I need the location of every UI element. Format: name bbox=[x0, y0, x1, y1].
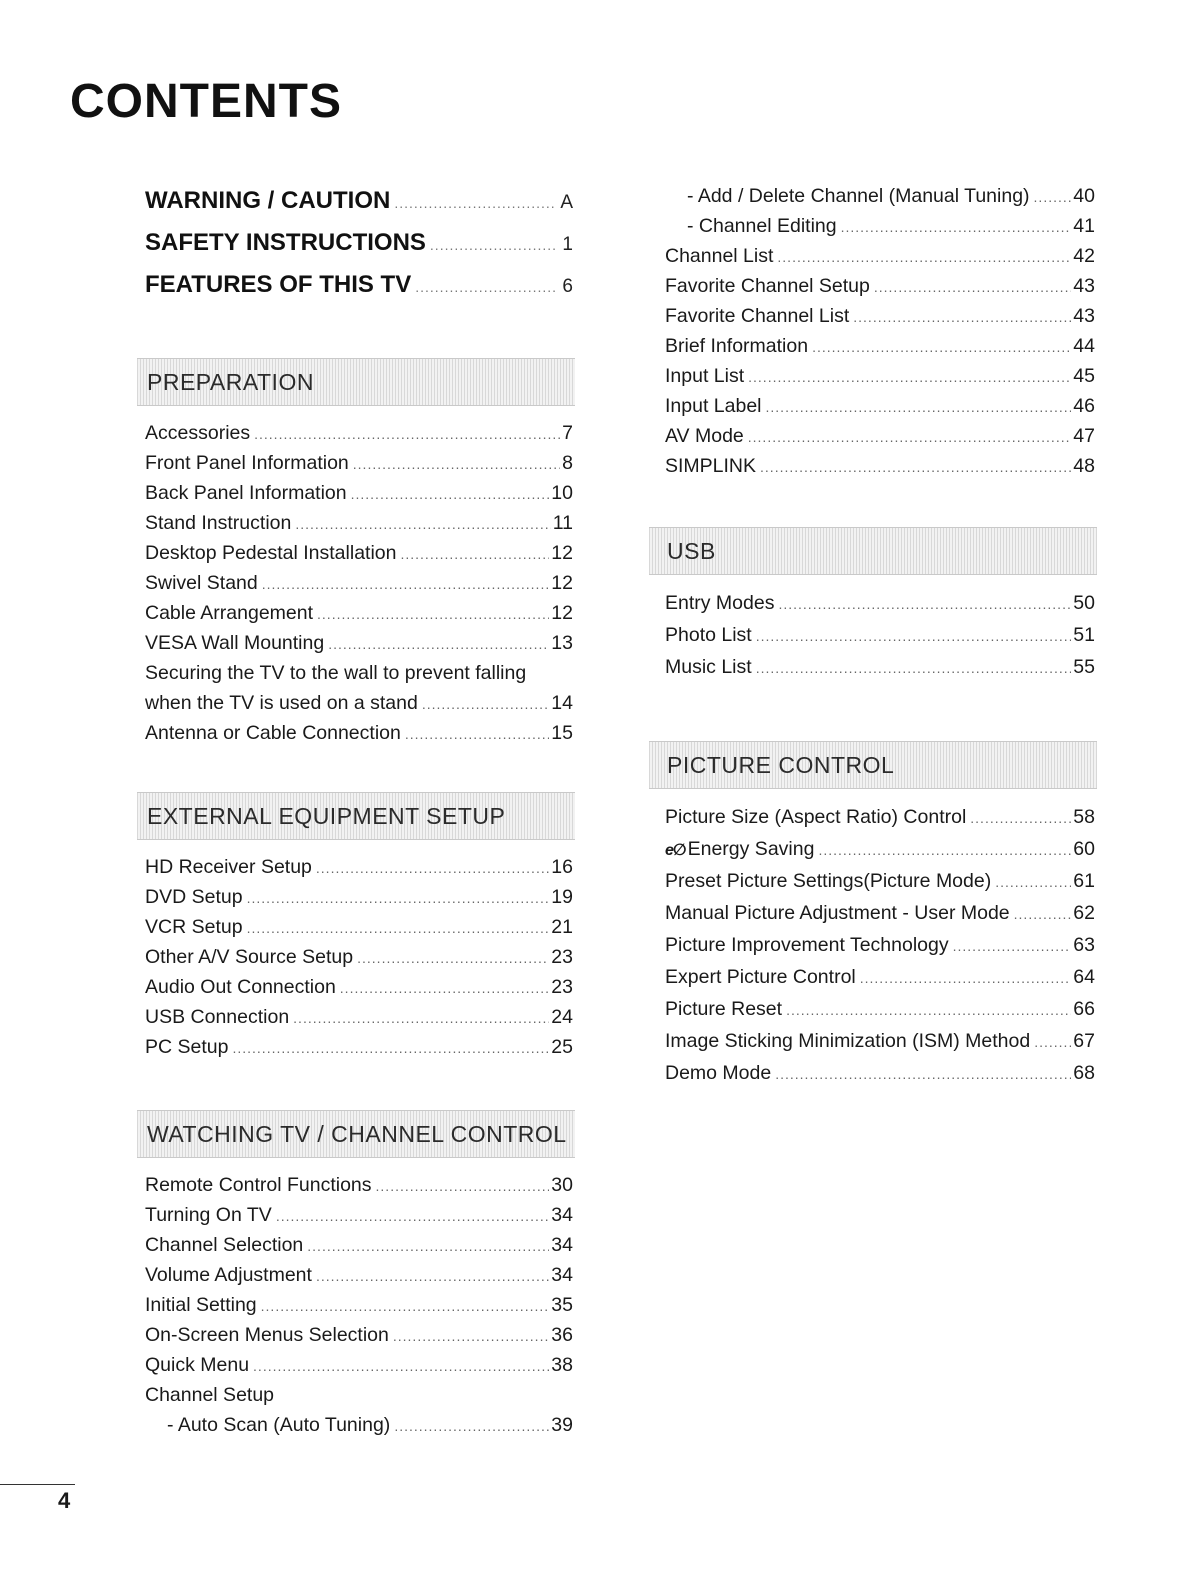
toc-entry[interactable]: Channel List ..... 42 bbox=[665, 241, 1095, 271]
watching-list bbox=[145, 1170, 573, 1440]
section-header-picture-control bbox=[649, 741, 1097, 789]
toc-major-warning[interactable] bbox=[145, 180, 573, 222]
toc-entry[interactable]: Turning On TV ..... 34 bbox=[145, 1200, 573, 1230]
toc-entry[interactable]: VESA Wall Mounting ..... 13 bbox=[145, 628, 573, 658]
toc-entry[interactable]: DVD Setup ..... 19 bbox=[145, 882, 573, 912]
toc-entry[interactable]: Favorite Channel List ..... 43 bbox=[665, 301, 1095, 331]
toc-entry[interactable]: Preset Picture Settings(Picture Mode) ..... 61 bbox=[665, 865, 1095, 897]
channel-continued-list bbox=[665, 181, 1095, 481]
toc-entry[interactable]: Accessories ..... 7 bbox=[145, 418, 573, 448]
usb-list bbox=[665, 587, 1095, 683]
section-header-external-equipment bbox=[137, 792, 575, 840]
energy-saving-icon: e∅ bbox=[665, 842, 686, 859]
toc-entry[interactable]: Demo Mode ..... 68 bbox=[665, 1057, 1095, 1089]
section-title: PREPARATION bbox=[147, 368, 314, 395]
toc-entry[interactable]: Back Panel Information ..... 10 bbox=[145, 478, 573, 508]
toc-entry[interactable]: Antenna or Cable Connection ..... 15 bbox=[145, 718, 573, 748]
toc-entry[interactable]: Picture Improvement Technology ..... 63 bbox=[665, 929, 1095, 961]
toc-entry[interactable]: Volume Adjustment ..... 34 bbox=[145, 1260, 573, 1290]
toc-entry[interactable]: USB Connection ..... 24 bbox=[145, 1002, 573, 1032]
toc-entry[interactable]: Picture Reset ..... 66 bbox=[665, 993, 1095, 1025]
toc-major-label: WARNING / CAUTION bbox=[145, 187, 391, 214]
toc-page: 1 bbox=[562, 234, 573, 255]
toc-left-column bbox=[145, 180, 573, 1440]
section-title: PICTURE CONTROL bbox=[667, 751, 895, 778]
toc-entry[interactable]: Initial Setting ..... 35 bbox=[145, 1290, 573, 1320]
page-title: CONTENTS bbox=[70, 75, 342, 128]
toc-entry[interactable]: Securing the TV to the wall to prevent falling bbox=[145, 662, 527, 684]
toc-entry[interactable]: Swivel Stand ..... 12 bbox=[145, 568, 573, 598]
toc-entry[interactable]: Remote Control Functions ..... 30 bbox=[145, 1170, 573, 1200]
picture-list bbox=[665, 801, 1095, 1089]
toc-entry[interactable]: - Channel Editing ..... 41 bbox=[665, 211, 1095, 241]
toc-entry[interactable]: Cable Arrangement ..... 12 bbox=[145, 598, 573, 628]
toc-entry[interactable]: Front Panel Information ..... 8 bbox=[145, 448, 573, 478]
toc-entry[interactable]: HD Receiver Setup ..... 16 bbox=[145, 852, 573, 882]
toc-entry[interactable]: VCR Setup ..... 21 bbox=[145, 912, 573, 942]
toc-entry[interactable]: e∅ Energy Saving ..... 60 bbox=[665, 833, 1095, 865]
toc-entry[interactable]: - Auto Scan (Auto Tuning) ..... 39 bbox=[145, 1410, 573, 1440]
toc-entry[interactable]: Stand Instruction ..... 11 bbox=[145, 508, 573, 538]
toc-page: 6 bbox=[562, 276, 573, 297]
toc-entry[interactable]: Image Sticking Minimization (ISM) Method ..... 67 bbox=[665, 1025, 1095, 1057]
toc-entry[interactable]: when the TV is used on a stand ..... 14 bbox=[145, 688, 573, 718]
toc-entry[interactable]: Brief Information ..... 44 bbox=[665, 331, 1095, 361]
section-title: EXTERNAL EQUIPMENT SETUP bbox=[147, 802, 506, 829]
toc-entry[interactable]: Expert Picture Control ..... 64 bbox=[665, 961, 1095, 993]
toc-entry[interactable]: Channel Setup bbox=[145, 1384, 275, 1406]
toc-entry[interactable]: Input List ..... 45 bbox=[665, 361, 1095, 391]
section-header-watching-tv bbox=[137, 1110, 575, 1158]
toc-entry[interactable]: - Add / Delete Channel (Manual Tuning) ..... 40 bbox=[665, 181, 1095, 211]
toc-right-column bbox=[665, 181, 1095, 1089]
toc-entry[interactable]: Other A/V Source Setup ..... 23 bbox=[145, 942, 573, 972]
section-title: USB bbox=[667, 537, 716, 564]
toc-entry[interactable]: Picture Size (Aspect Ratio) Control ..... 58 bbox=[665, 801, 1095, 833]
toc-entry[interactable]: Channel Selection ..... 34 bbox=[145, 1230, 573, 1260]
page-number: 4 bbox=[58, 1488, 71, 1513]
toc-entry[interactable]: Manual Picture Adjustment - User Mode ..... 62 bbox=[665, 897, 1095, 929]
toc-entry[interactable]: Music List ..... 55 bbox=[665, 651, 1095, 683]
toc-entry[interactable]: PC Setup ..... 25 bbox=[145, 1032, 573, 1062]
toc-entry[interactable]: AV Mode ..... 47 bbox=[665, 421, 1095, 451]
section-header-usb bbox=[649, 527, 1097, 575]
toc-entry[interactable]: Entry Modes ..... 50 bbox=[665, 587, 1095, 619]
toc-entry[interactable]: Desktop Pedestal Installation ..... 12 bbox=[145, 538, 573, 568]
toc-major-label: FEATURES OF THIS TV bbox=[145, 271, 412, 298]
external-list bbox=[145, 852, 573, 1062]
toc-entry[interactable]: Favorite Channel Setup ..... 43 bbox=[665, 271, 1095, 301]
toc-major-features[interactable] bbox=[145, 264, 573, 306]
toc-page: A bbox=[560, 192, 573, 213]
section-header-preparation bbox=[137, 358, 575, 406]
footer-rule bbox=[0, 1484, 75, 1485]
toc-major-label: SAFETY INSTRUCTIONS bbox=[145, 229, 426, 256]
toc-entry[interactable]: Photo List ..... 51 bbox=[665, 619, 1095, 651]
toc-entry[interactable]: Audio Out Connection ..... 23 bbox=[145, 972, 573, 1002]
toc-entry[interactable]: On-Screen Menus Selection ..... 36 bbox=[145, 1320, 573, 1350]
toc-major-safety[interactable] bbox=[145, 222, 573, 264]
toc-entry[interactable]: Quick Menu ..... 38 bbox=[145, 1350, 573, 1380]
preparation-list bbox=[145, 418, 573, 748]
toc-entry[interactable]: Input Label ..... 46 bbox=[665, 391, 1095, 421]
toc-entry[interactable]: SIMPLINK ..... 48 bbox=[665, 451, 1095, 481]
section-title: WATCHING TV / CHANNEL CONTROL bbox=[147, 1120, 567, 1147]
